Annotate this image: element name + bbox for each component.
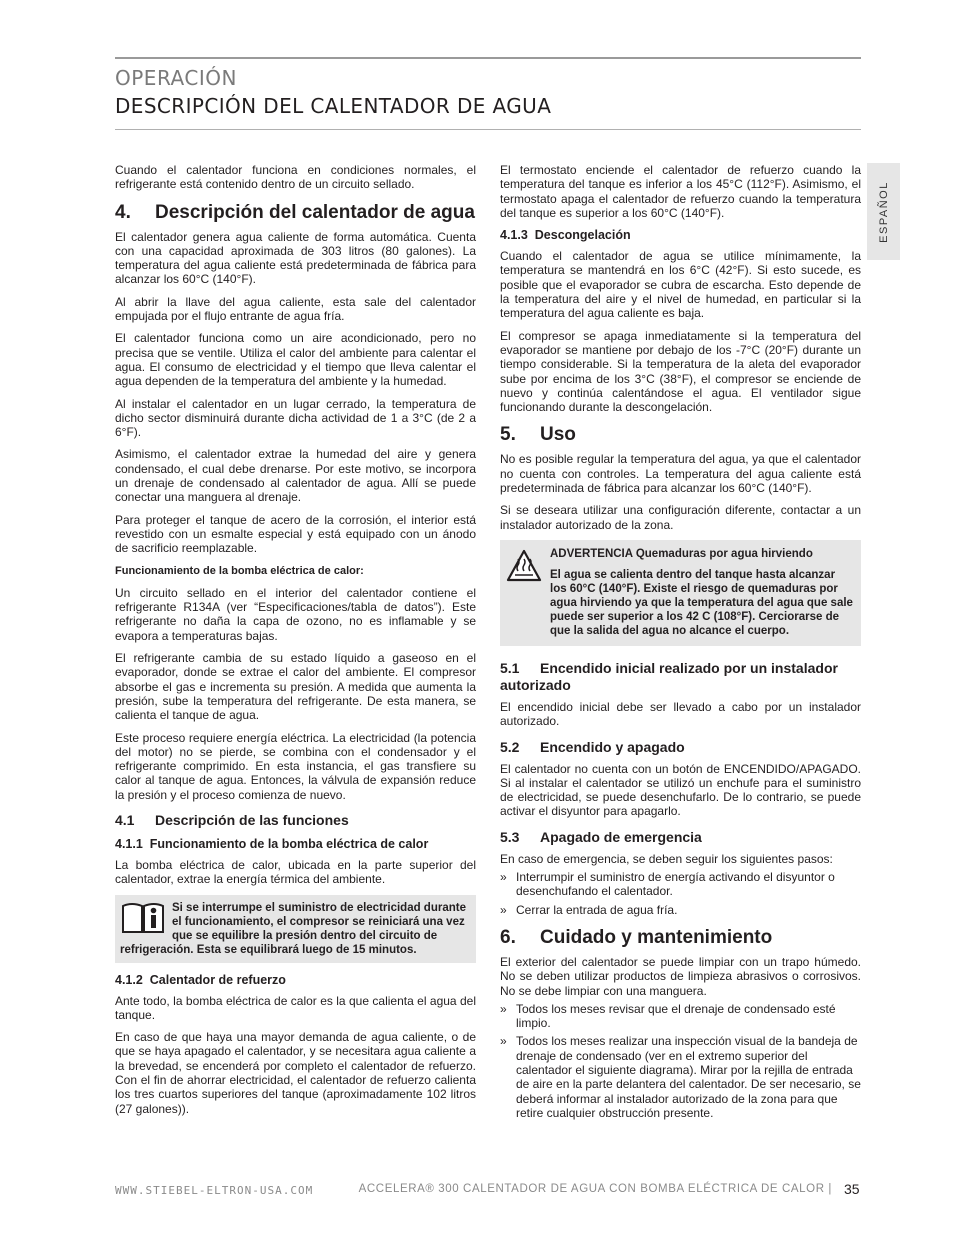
note-text: Si se interrumpe el suministro de electricidad durante el funcionamiento, el compresor se reiniciará una vez que se equilibre la presión dentro del circuito de refrigeración. Esta se equilibrará luego de 15 minutos.: [120, 901, 466, 956]
page-number: 35: [844, 1181, 860, 1197]
heading-number: 4.1.1: [115, 836, 143, 851]
paragraph: El calentador genera agua caliente de forma automática. Cuenta con una capacidad aproximada de 303 litros (80 galones). La temperatura del agua caliente está predeterminada de fábrica para alcanzar los 60°C (140°F).: [115, 229, 476, 287]
hot-surface-warning-icon: [506, 548, 542, 584]
care-steps-list: [500, 1002, 861, 1120]
paragraph: El calentador no cuenta con un botón de ENCENDIDO/APAGADO. Si al instalar el calentador se utilizó un enchufe para el suministro de electricidad, se puede desenchufarlo. De lo contrario, se puede activar el disyuntor para apagarlo.: [500, 761, 861, 819]
heading-text: Cuidado y mantenimiento: [540, 926, 773, 948]
bold-label: Funcionamiento de la bomba eléctrica de calor:: [115, 564, 364, 577]
list-item: » Interrumpir el suministro de energía activando el disyuntor o desenchufando el calentador.: [500, 870, 861, 899]
info-note-box: [115, 895, 476, 963]
section-label: OPERACIÓN: [115, 66, 237, 90]
paragraph: Asimismo, el calentador extrae la humedad del aire y genera condensado, el cual debe drenarse. Por este motivo, se incorpora un drenaje de condensado al calentador de agua. Allí se puede conectar una manguera al drenaje.: [115, 447, 476, 505]
warning-box: [500, 540, 861, 646]
page-title: DESCRIPCIÓN DEL CALENTADOR DE AGUA: [115, 94, 552, 118]
heading-text: Apagado de emergencia: [540, 828, 702, 845]
warning-content: [550, 548, 853, 638]
heading-text: Uso: [540, 424, 576, 446]
heading-5-3: [500, 829, 861, 846]
language-tab: [867, 163, 900, 260]
footer-product: ACCELERA® 300 CALENTADOR DE AGUA CON BOMBA ELÉCTRICA DE CALOR |: [358, 1183, 832, 1195]
heading-6: [500, 927, 861, 949]
header-bottom-rule: [115, 129, 861, 130]
heading-text: Descripción de las funciones: [155, 811, 349, 828]
paragraph: Al instalar el calentador en un lugar cerrado, la temperatura de dicho sector disminuirá durante dicha actividad de 1 a 3°C (de 2 a 6°F).: [115, 396, 476, 440]
left-column: [115, 163, 476, 1124]
heading-text: Descripción del calentador de agua: [155, 201, 475, 223]
paragraph: Este proceso requiere energía eléctrica. La electricidad (la potencia del motor) no se pierde, se combina con el condensador y el refrigerante comprimido. En esta instancia, el gas transfiere su calor al tanque de agua. Entonces, la válvula de expansión reduce la presión y el proceso comienza de nuevo.: [115, 730, 476, 802]
paragraph: En caso de emergencia, se deben seguir los siguientes pasos:: [500, 851, 833, 866]
paragraph: Para proteger el tanque de acero de la corrosión, el interior está revestido con un esmalte especial y está equipado con un ánodo de sacrificio reemplazable.: [115, 512, 476, 556]
heading-number: 4.1.3: [500, 228, 528, 243]
heading-text: Encendido inicial realizado por un instalador autorizado: [500, 659, 838, 693]
heading-text: Descongelación: [534, 228, 631, 243]
heading-5-2: [500, 739, 861, 756]
heading-number: 5.1: [500, 659, 520, 676]
intro-paragraph: Cuando el calentador funciona en condiciones normales, el refrigerante está contenido dentro de un circuito sellado.: [115, 163, 476, 192]
paragraph: El compresor se apaga inmediatamente si la temperatura del evaporador se mantiene por debajo de los -7°C (20°F) durante un tiempo considerable. Si la temperatura de la aleta del evaporador sube por encima de los 3°C (38°F), el compresor se enciende de nuevo y continúa calentándose el agua. El ventilador sigue funcionando durante la descongelación.: [500, 328, 861, 415]
paragraph: El termostato enciende el calentador de refuerzo cuando la temperatura del tanque es inferior a los 45°C (112°F). Asimismo, el termostato apaga el calentador de refuerzo cuando la temperatura del tanque es superior a los 60°C (140°F).: [500, 163, 861, 220]
header-top-rule: [115, 57, 861, 59]
heading-4-1-1: [115, 837, 476, 852]
heading-number: 5.3: [500, 828, 520, 845]
heading-4-1-2: [115, 973, 476, 988]
paragraph: No es posible regular la temperatura del agua, ya que el calentador no cuenta con controles. La temperatura del agua caliente está predeterminada de fábrica para alcanzar los 60°C (140°F).: [500, 452, 861, 496]
emergency-steps-list: [500, 870, 861, 917]
paragraph: Cuando el calentador de agua se utilice mínimamente, la temperatura se mantendrá en los 6°C (42°F). Si esto sucede, es posible que el evaporador se cubra de escarcha. Esto depende de la temperatura del aire y el nivel de humedad, en particular si la temperatura del agua caliente es baja.: [500, 249, 861, 321]
heading-text: Funcionamiento de la bomba eléctrica de calor: [149, 836, 429, 851]
list-item: » Todos los meses realizar una inspección visual de la bandeja de drenaje de condensado (ver en el extremo superior del calentador el siguiente diagrama). Mirar por la rejilla de entrada de aire en la parte delantera del calentador. De ser necesario, se deberá informar al instalador autorizado de la zona para que retire cualquier obstrucción presente.: [500, 1034, 861, 1120]
heading-number: 5.: [500, 424, 516, 446]
heading-text: Encendido y apagado: [540, 738, 685, 755]
heading-4-1: [115, 812, 476, 829]
paragraph: El exterior del calentador se puede limpiar con un trapo húmedo. No se deben utilizar productos de limpieza abrasivos o corrosivos. No se debe limpiar con una manguera.: [500, 954, 861, 998]
paragraph: Si se deseara utilizar una configuración diferente, contactar a un instalador autorizado de la zona.: [500, 503, 861, 532]
heading-number: 6.: [500, 926, 516, 948]
paragraph: El calentador funciona como un aire acondicionado, pero no precisa que se ventile. Utiliza el calor del ambiente para calentar el agua. El consumo de electricidad y el tiempo que lleva calentar el agua dependen de la temperatura del ambiente y la humedad.: [115, 331, 476, 389]
heading-4-1-3: [500, 228, 861, 243]
paragraph: El refrigerante cambia de su estado líquido a gaseoso en el evaporador, donde se extrae el calor del ambiente. El compresor absorbe el gas e incrementa su presión. A medida que aumenta la presión, sube la temperatura del refrigerante. De esta manera, se calienta el tanque de agua.: [115, 651, 476, 723]
heading-number: 4.: [115, 201, 131, 223]
heading-5: [500, 424, 861, 446]
paragraph: La bomba eléctrica de calor, ubicada en la parte superior del calentador, extrae la energía térmica del ambiente.: [115, 857, 476, 887]
book-info-icon: [120, 901, 166, 935]
paragraph: En caso de que haya una mayor demanda de agua caliente, o de que se haya apagado el calentador, y se necesitara agua caliente a la brevedad, se encenderá por completo el calentador de refuerzo. Con el fin de ahorrar electricidad, el calentador de refuerzo calienta los tres cuartos superiores del tanque (aproximadamente 102 litros (27 galones)).: [115, 1030, 476, 1116]
paragraph: Un circuito sellado en el interior del calentador contiene el refrigerante R134A (ver “Especificaciones/tabla de datos”). Este refrigerante no daña la capa de ozono, no es inflamable y se evapora a temperaturas bajas.: [115, 585, 476, 643]
heading-number: 5.2: [500, 738, 520, 755]
list-item: » Todos los meses revisar que el drenaje de condensado esté limpio.: [500, 1002, 861, 1031]
warning-text: El agua se calienta dentro del tanque hasta alcanzar los 60°C (140°F). Existe el riesgo de quemaduras por agua hirviendo ya que la temperatura del agua que sale puede ser superior a los 42 C (108°F). Cerciorarse de que la salida del agua no alcance el cuerpo.: [550, 568, 853, 637]
heading-text: Calentador de refuerzo: [149, 972, 286, 987]
heading-4: [115, 202, 476, 224]
right-column: [500, 163, 861, 1128]
language-tab-label: ESPAÑOL: [877, 180, 890, 243]
list-item: » Cerrar la entrada de agua fría.: [500, 903, 861, 917]
warning-title: ADVERTENCIA Quemaduras por agua hirviendo: [550, 547, 813, 560]
heading-number: 4.1.2: [115, 972, 143, 987]
paragraph: El encendido inicial debe ser llevado a cabo por un instalador autorizado.: [500, 699, 861, 729]
paragraph: Al abrir la llave del agua caliente, esta sale del calentador empujada por el flujo entrante de agua fría.: [115, 294, 476, 324]
heading-5-1: [500, 660, 861, 694]
footer-url: WWW.STIEBEL-ELTRON-USA.COM: [115, 1184, 314, 1197]
heading-number: 4.1: [115, 811, 135, 828]
paragraph: Ante todo, la bomba eléctrica de calor es la que calienta el agua del tanque.: [115, 993, 476, 1022]
